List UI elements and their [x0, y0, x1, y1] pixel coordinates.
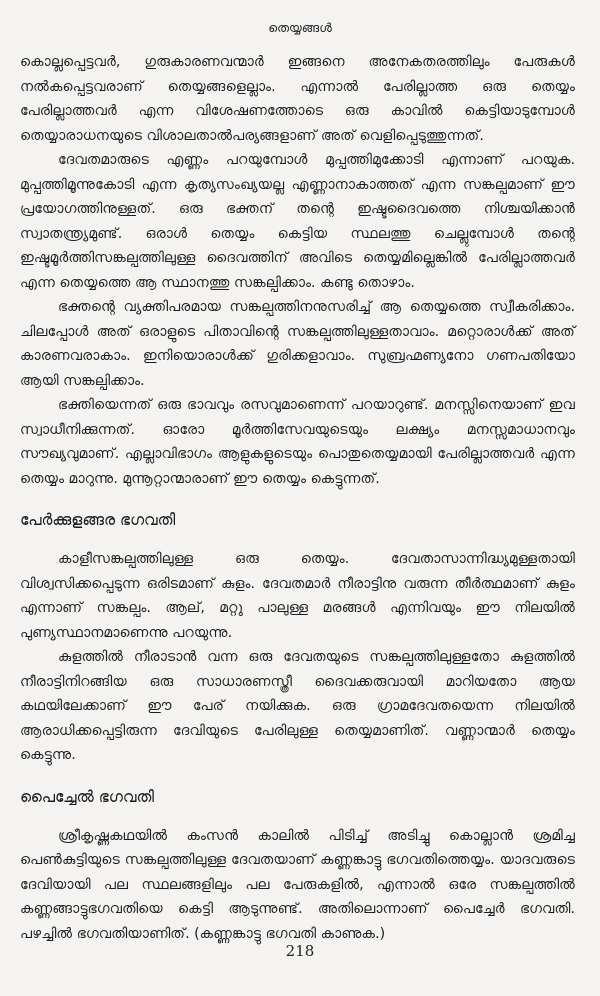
paragraph: കൊല്ലപ്പെട്ടവർ, ഗുരുകാരണവന്മാർ ഇങ്ങനെ അനേകതരത്തിലും പേരുകൾ നൽകപ്പെട്ടവരാണ് തെയ്യങ്ങളെല്ലാം. എന്നാൽ പേരില്ലാത്ത ഒരു തെയ്യം പേരില്ലാത്തവർ എന്ന വിശേഷണത്തോടെ ഒരു കാവിൽ കെട്ടിയാടുമ്പോൾ തെയ്യാരാധനയുടെ വിശാലതാൽപര്യങ്ങളാണ് അത് വെളിപ്പെടുത്തുന്നത്.	[20, 54, 575, 144]
page-number: 218	[285, 942, 315, 960]
page-body	[20, 50, 575, 946]
paragraph: ഭക്തിയെന്നത് ഒരു ഭാവവും രസവുമാണെന്ന് പറയാറുണ്ട്. മനസ്സിനെയാണ് ഇവ സ്വാധീനിക്കുന്നത്. ഓരോ മൂർത്തിസേവയുടെയും ലക്ഷ്യം മനസ്സമാധാനവും സൗഖ്യവുമാണ്. എല്ലാവിഭാഗം ആളുകളുടെയും പൊതുതെയ്യമായി പേരില്ലാത്തവർ എന്ന തെയ്യം മാറുന്നു. മുന്നൂറ്റാന്മാരാണ് ഈ തെയ്യം കെട്ടുന്നത്.	[20, 397, 575, 487]
section-heading: പൈച്ചേൽ ഭഗവതി	[20, 787, 154, 806]
section-heading: പേർക്കുളങ്ങര ഭഗവതി	[20, 511, 176, 529]
paragraph: കാളീസങ്കല്പത്തിലുള്ള ഒരു തെയ്യം. ദേവതാസാന്നിദ്ധ്യമുള്ളതായി വിശ്വസിക്കപ്പെടുന്ന ഒരിടമാണ് കുളം. ദേവതമാർ നീരാട്ടിനു വരുന്ന തീർത്ഥമാണ് കുളം എന്നാണ് സങ്കല്പം. ആല്, മറ്റു പാലുള്ള മരങ്ങൾ എന്നിവയും ഈ നിലയിൽ പുണ്യസ്ഥാനമാണെന്നു പറയുന്നു.	[20, 551, 575, 641]
paragraph: ഭക്തന്റെ വ്യക്തിപരമായ സങ്കല്പത്തിനനുസരിച്ച് ആ തെയ്യത്തെ സ്വീകരിക്കാം. ചിലപ്പോൾ അത് ഒരാളുടെ പിതാവിന്റെ സങ്കല്പത്തിലുള്ളതാവാം. മറ്റൊരാൾക്ക് അത് കാരണവരാകാം. ഇനിയൊരാൾക്ക് ഗുരിക്കളാവാം. സുബ്രഹ്മണ്യനോ ഗണപതിയോ ആയി സങ്കല്പിക്കാം.	[20, 299, 575, 389]
paragraph: കുളത്തിൽ നീരാടാൻ വന്ന ഒരു ദേവതയുടെ സങ്കല്പത്തിലുള്ളതോ കുളത്തിൽ നീരാട്ടിനിറങ്ങിയ ഒരു സാധാരണസ്ത്രീ ദൈവക്കരുവായി മാറിയതോ ആയ കഥയിലേക്കാണ് ഈ പേര് നയിക്കുക. ഒരു ഗ്രാമദേവതയെന്ന നിലയിൽ ആരാധിക്കപ്പെട്ടിരുന്ന ദേവിയുടെ പേരിലുള്ള തെയ്യമാണിത്. വണ്ണാന്മാർ തെയ്യം കെട്ടുന്നു.	[20, 649, 575, 763]
running-title: തെയ്യങ്ങൾ	[268, 20, 332, 35]
paragraph: ദേവതമാരുടെ എണ്ണം പറയുമ്പോൾ മുപ്പത്തിമുക്കോടി എന്നാണ് പറയുക. മുപ്പത്തിമൂന്നുകോടി എന്ന കൃത്യസംഖ്യയല്ല എണ്ണാനാകാത്തത് എന്ന സങ്കല്പമാണ് ഈ പ്രയോഗത്തിനുള്ളത്. ഒരു ഭക്തന് തന്റെ ഇഷ്ടദൈവത്തെ നിശ്ചയിക്കാൻ സ്വാതന്ത്ര്യമുണ്ട്. ഒരാൾ തെയ്യം കെട്ടിയ സ്ഥലത്തു ചെല്ലുമ്പോൾ തന്റെ ഇഷ്ടമൂർത്തിസങ്കല്പത്തിലുള്ള ദൈവത്തിന് അവിടെ തെയ്യമില്ലെങ്കിൽ പേരില്ലാത്തവർ എന്ന തെയ്യത്തെ ആ സ്ഥാനത്തു സങ്കല്പിക്കാം. കണ്ടു തൊഴാം.	[20, 152, 575, 291]
paragraph: ശ്രീകൃഷ്ണകഥയിൽ കംസൻ കാലിൽ പിടിച്ച് അടിച്ചു കൊല്ലാൻ ശ്രമിച്ച പെൺകുട്ടിയുടെ സങ്കല്പത്തിലുള്ള ദേവതയാണ് കണ്ണങ്കാട്ടു ഭഗവതിത്തെയ്യം. യാദവരുടെ ദേവിയായി പല സ്ഥലങ്ങളിലും പല പേരുകളിൽ, എന്നാൽ ഒരേ സങ്കല്പത്തിൽ കണ്ണങ്ങാട്ടുഭഗവതിയെ കെട്ടി ആടുന്നുണ്ട്. അതിലൊന്നാണ് പൈച്ചേർ ഭഗവതി. പഴച്ചിൽ ഭഗവതിയാണിത്. (കണ്ണങ്കാട്ടു ഭഗവതി കാണുക.)	[20, 827, 575, 942]
